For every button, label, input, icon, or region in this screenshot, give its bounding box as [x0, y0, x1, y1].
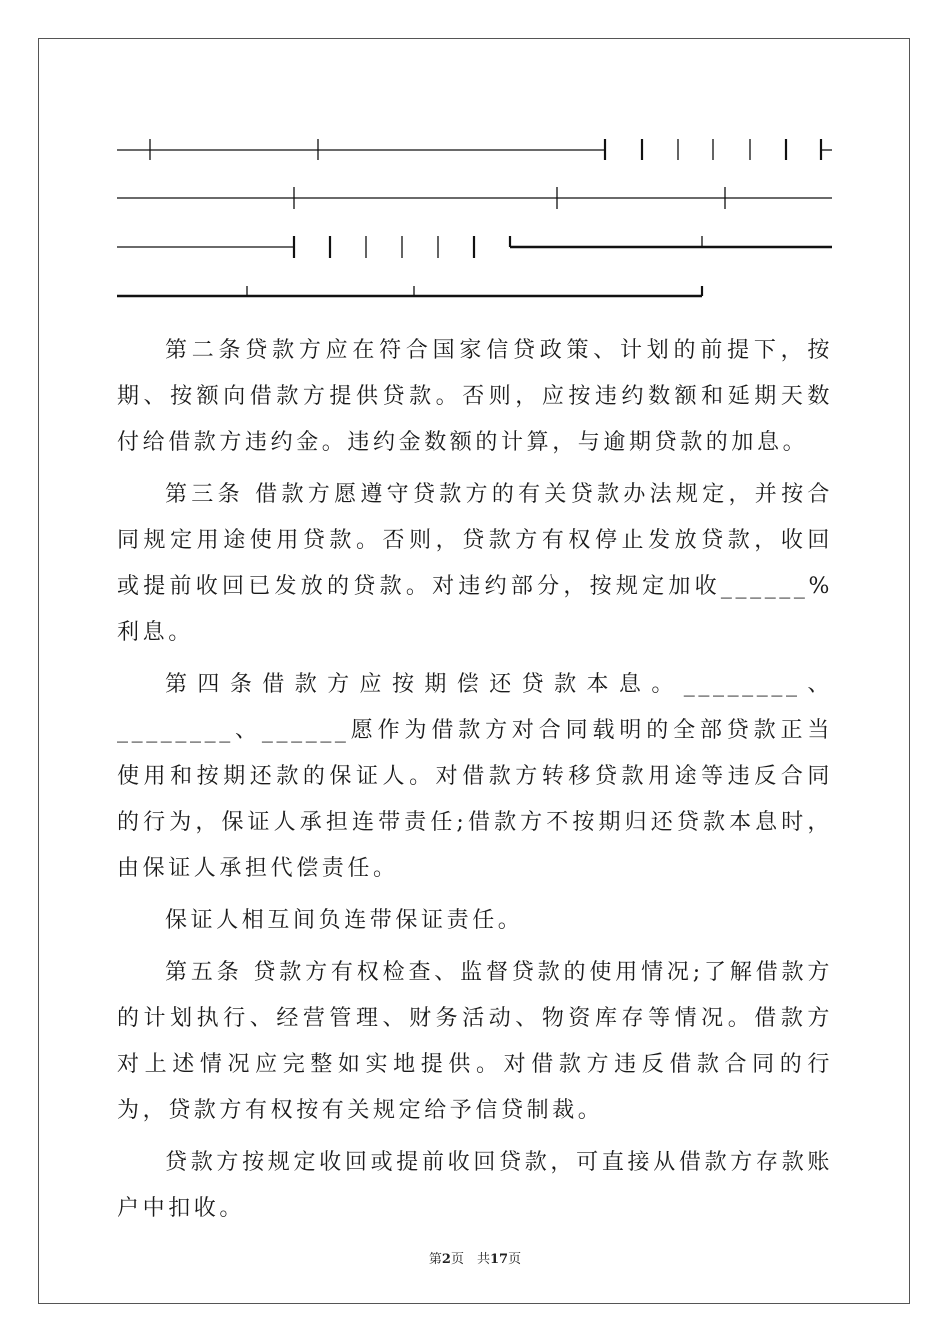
contract-body	[117, 328, 833, 1238]
clause-2: 第二条贷款方应在符合国家信贷政策、计划的前提下，按期、按额向借款方提供贷款。否则，应按违约数额和延期天数付给借款方违约金。违约金数额的计算，与逾期贷款的加息。	[117, 338, 833, 455]
page-footer	[0, 1248, 950, 1267]
page-total: 17	[489, 1252, 509, 1267]
repayment-deduction: 贷款方按规定收回或提前收回贷款，可直接从借款方存款账户中扣收。	[117, 1150, 833, 1221]
clause-4: 第四条借款方应按期偿还贷款本息。________、________、______愿作为借款方对合同载明的全部贷款正当使用和按期还款的保证人。对借款方转移贷款用途等违反合同的行为，保证人承担连带责任;借款方不按期归还贷款本息时，由保证人承担代偿责任。	[117, 672, 833, 881]
page-mid: 页 共	[450, 1252, 490, 1267]
page-suffix: 页	[508, 1252, 522, 1267]
form-table-lines	[0, 0, 950, 320]
guarantor-joint-liability: 保证人相互间负连带保证责任。	[165, 908, 524, 933]
clause-3: 第三条 借款方愿遵守贷款方的有关贷款办法规定，并按合同规定用途使用贷款。否则，贷款方有权停止发放贷款，收回或提前收回已发放的贷款。对违约部分，按规定加收______%利息。	[117, 482, 833, 645]
clause-5: 第五条 贷款方有权检查、监督贷款的使用情况;了解借款方的计划执行、经营管理、财务活动、物资库存等情况。借款方对上述情况应完整如实地提供。对借款方违反借款合同的行为，贷款方有权按有关规定给予信贷制裁。	[117, 960, 833, 1123]
page-prefix: 第	[428, 1252, 442, 1267]
page-current: 2	[441, 1252, 451, 1267]
